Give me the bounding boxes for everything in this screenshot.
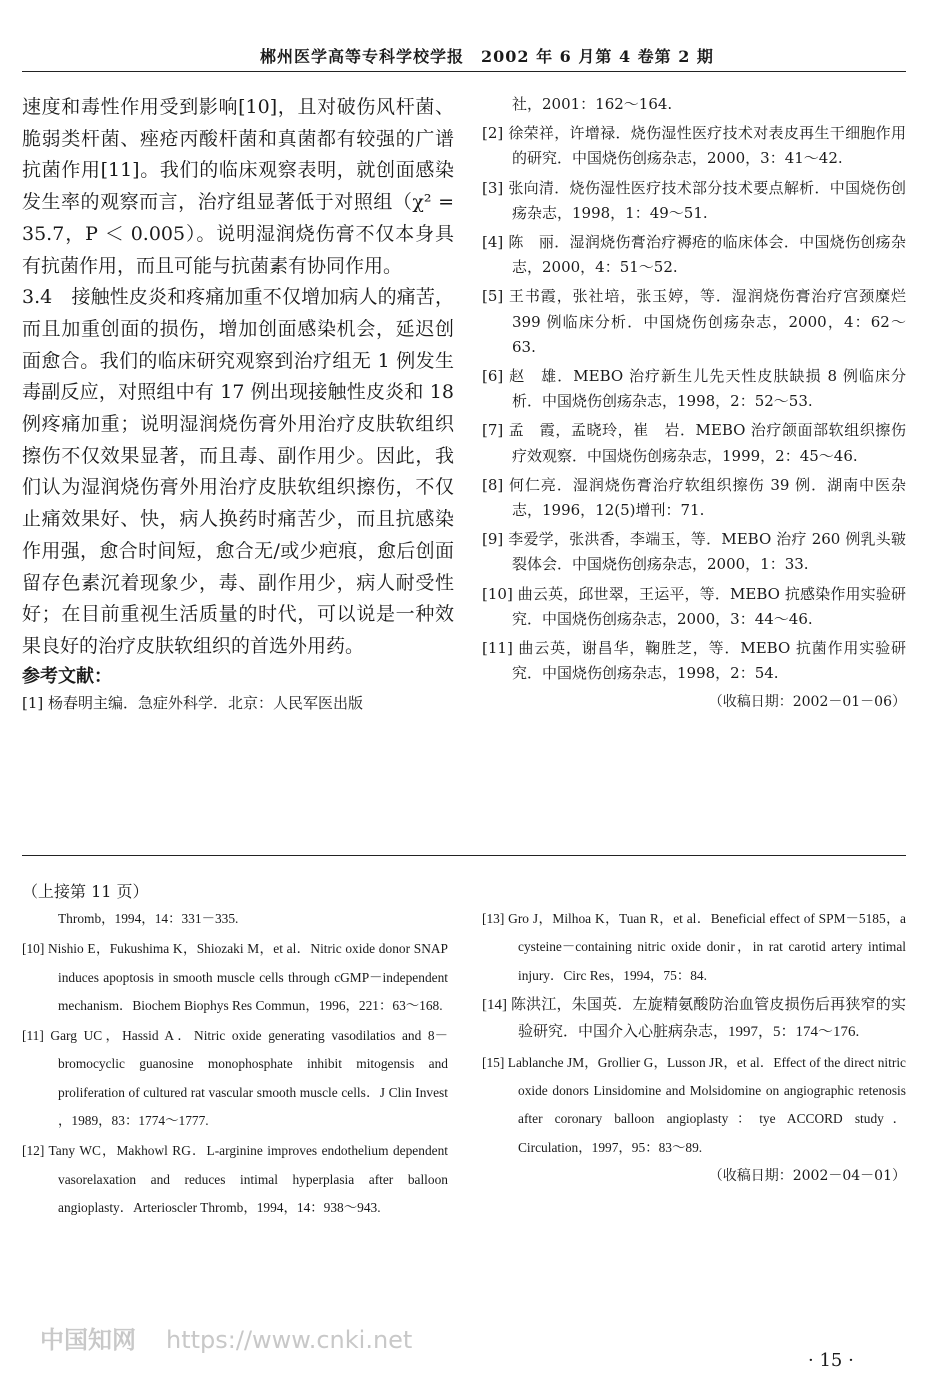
page-number: · 15 · (808, 1350, 854, 1371)
right-column (482, 92, 906, 714)
reference-4: [4] 陈 丽．湿润烧伤膏治疗褥疮的临床体会．中国烧伤创疡杂志，2000，4：51～52. (482, 233, 906, 277)
references-heading: 参考文献： (22, 665, 112, 687)
reference-3: [3] 张向清．烧伤湿性医疗技术部分技术要点解析．中国烧伤创疡杂志，1998，1：49～51. (482, 178, 906, 222)
watermark-url: https://www.cnki.net (166, 1326, 413, 1354)
lower-received-date: （收稿日期：2002－04－01） (708, 1167, 906, 1184)
reference-5: [5] 王书霞，张社培，张玉婷，等．湿润烧伤膏治疗宫颈糜烂 399 例临床分析．中国烧伤创疡杂志，2000，4：62～63. (482, 287, 906, 356)
body-paragraph-1: 速度和毒性作用受到影响[10]，且对破伤风杆菌、脆弱类杆菌、痤疮丙酸杆菌和真菌都有较强的广谱抗菌作用[11]。我们的临床观察表明，就创面感染发生率的观察而言，治疗组显著低于对照组（χ² = 35.7，P ＜ 0.005）。说明湿润烧伤膏不仅本身具有抗菌作用，而且可能与抗菌素有协同作用。 (22, 96, 454, 277)
body-paragraph-2: 3.4 接触性皮炎和疼痛加重不仅增加病人的痛苦，而且加重创面的损伤，增加创面感染机会，延迟创面愈合。我们的临床研究观察到治疗组无 1 例发生毒副反应，对照组中有 17 例出现接触性皮炎和 18 例疼痛加重；说明湿润烧伤膏外用治疗皮肤软组织擦伤不仅效果显著，而且毒、副作用少。因此，我们认为湿润烧伤膏外用治疗皮肤软组织擦伤，不仅止痛效果好、快，病人换药时痛苦少，而且抗感染作用强，愈合时间短，愈合无/或少疤痕，愈后创面留存色素沉着现象少，毒、副作用少，病人耐受性好；在目前重视生活质量的时代，可以说是一种效果良好的治疗皮肤软组织的首选外用药。 (22, 286, 454, 657)
lower-reference-12: [12] Tany WC，Makhowl RG．L-arginine improves endothelium dependent vasorelaxation and reduces intimal hyperplasia after balloon angioplasty．Arterioscler Thromb，1994，14：938～943. (22, 1143, 448, 1215)
lower-reference-13: [13] Gro J，Milhoa K，Tuan R，et al．Beneficial effect of SPM－5185，a cysteine－containing nitric oxide donir，in rat carotid artery intimal injury．Circ Res，1994，75：84. (482, 911, 906, 983)
reference-10: [10] 曲云英，邱世翠，王运平，等．MEBO 抗感染作用实验研究．中国烧伤创疡杂志，2000，3：44～46. (482, 584, 906, 628)
section-divider (22, 855, 906, 856)
reference-1-continued: 社，2001：162～164. (512, 95, 673, 113)
lower-right-column (482, 905, 906, 1188)
reference-6: [6] 赵 雄．MEBO 治疗新生儿先天性皮肤缺损 8 例临床分析．中国烧伤创疡杂志，1998，2：52～53. (482, 367, 906, 411)
lower-reference-continued: Thromb，1994，14：331－335. (58, 911, 239, 926)
reference-7: [7] 孟 霞，孟晓玲，崔 岩．MEBO 治疗颌面部软组织擦伤疗效观察．中国烧伤创疡杂志，1999，2：45～46. (482, 421, 906, 465)
reference-2: [2] 徐荣祥，许增禄．烧伤湿性医疗技术对表皮再生干细胞作用的研究．中国烧伤创疡杂志，2000，3：41～42. (482, 124, 906, 168)
lower-reference-15: [15] Lablanche JM，Grollier G，Lusson JR，et al．Effect of the direct nitric oxide donors Linsidomine and Molsidomine on angiographic retenosis after coronary balloon angioplasty：tye ACCORD study．Circulation，1997，95：83～89. (482, 1054, 906, 1155)
reference-8: [8] 何仁亮．湿润烧伤膏治疗软组织擦伤 39 例．湖南中医杂志，1996，12(5)增刊：71. (482, 475, 906, 520)
journal-header: 郴州医学高等专科学校学报 2002 年 6 月第 4 卷第 2 期 (260, 47, 714, 66)
lower-reference-14: [14] 陈洪江，朱国英．左旋精氨酸防治血管皮损伤后再狭窄的实验研究．中国介入心脏病杂志，1997，5：174～176. (482, 996, 906, 1041)
lower-reference-10: [10] Nishio E，Fukushima K，Shiozaki M，et al．Nitric oxide donor SNAP induces apoptosis in smooth muscle cells through cGMP－independent mechanism．Biochem Biophys Res Commun，1996，221：63～168. (22, 941, 448, 1013)
reference-9: [9] 李爱学，张洪香，李端玉，等．MEBO 治疗 260 例乳头皲裂体会．中国烧伤创疡杂志，2000，1：33. (482, 530, 906, 574)
received-date: （收稿日期：2002－01－06） (708, 694, 906, 711)
watermark-brand: 中国知网 (40, 1326, 136, 1354)
reference-1: [1] 杨春明主编．急症外科学．北京：人民军医出版 (22, 693, 364, 712)
lower-reference-11: [11] Garg UC，Hassid A．Nitric oxide generating vasodilatios and 8－bromocyclic guanosine monophosphate inhibit mitogensis and proliferation of cultured rat vascular smooth muscle cells．J Clin Invest ，1989，83：1774～1777. (22, 1028, 448, 1129)
continued-from-label: （上接第 11 页） (22, 882, 149, 901)
header-rule (22, 71, 906, 72)
left-column (22, 92, 454, 720)
cnki-watermark (40, 1320, 412, 1355)
lower-left-column (22, 905, 448, 1224)
reference-11: [11] 曲云英，谢昌华，鞠胜芝，等．MEBO 抗菌作用实验研究．中国烧伤创疡杂志，1998，2：54. (482, 639, 906, 683)
